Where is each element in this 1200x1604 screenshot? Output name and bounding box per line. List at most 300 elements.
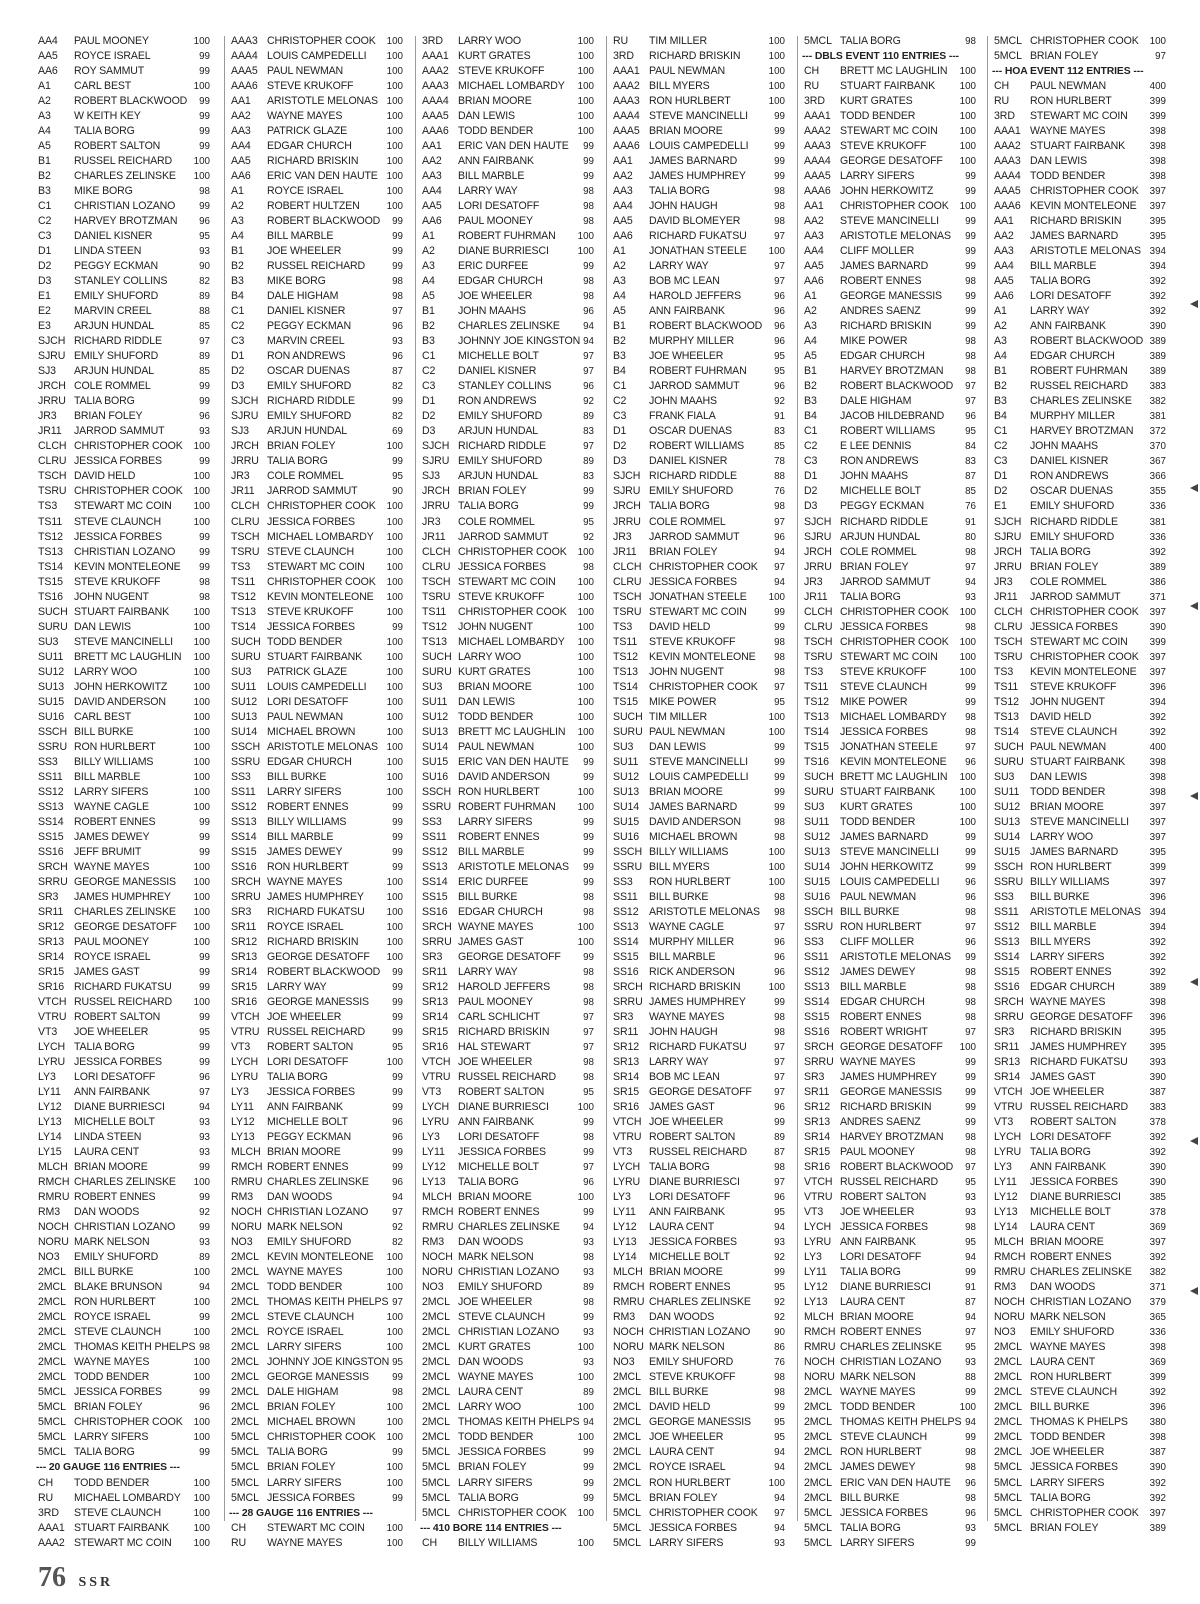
shooter-name: STEWART MC COIN: [74, 1536, 172, 1549]
score: 100: [386, 201, 403, 213]
shooter-name: STEVE KRUKOFF: [840, 665, 927, 678]
shooter-name: ROBERT WILLIAMS: [840, 425, 936, 438]
score: 100: [193, 1507, 210, 1519]
class-code: JRCH: [994, 545, 1022, 558]
class-code: NORU: [422, 1266, 453, 1279]
score: 88: [774, 471, 785, 483]
result-row: [229, 1130, 415, 1145]
result-row: [420, 665, 606, 680]
shooter-name: BRETT MC LAUGHLIN: [74, 650, 182, 663]
shooter-name: JARROD SAMMUT: [649, 530, 740, 543]
result-row: [229, 1415, 415, 1430]
shooter-name: STEVE MANCINELLI: [1030, 815, 1129, 828]
score: 93: [965, 1192, 976, 1204]
shooter-name: THOMAS K PHELPS: [1030, 1416, 1128, 1429]
result-row: [611, 1460, 797, 1475]
score: 95: [392, 471, 403, 483]
score: 400: [1149, 81, 1166, 93]
result-row: [420, 1340, 606, 1355]
score: 100: [193, 771, 210, 783]
result-row: [611, 1355, 797, 1370]
class-code: B1: [422, 305, 435, 318]
result-row: [420, 1235, 606, 1250]
score: 96: [583, 1177, 594, 1189]
score: 100: [193, 636, 210, 648]
result-row: [992, 199, 1178, 214]
result-row: [802, 1355, 988, 1370]
class-code: 2MCL: [231, 1326, 259, 1339]
class-code: SU3: [422, 680, 443, 693]
result-row: [36, 740, 222, 755]
result-row: [229, 484, 415, 499]
score: 100: [193, 1537, 210, 1549]
score: 100: [386, 561, 403, 573]
class-code: AA5: [804, 260, 824, 273]
score: 100: [193, 1267, 210, 1279]
class-code: JR11: [994, 590, 1018, 603]
score: 100: [768, 66, 785, 78]
shooter-name: TALIA BORG: [840, 35, 901, 47]
class-code: A4: [613, 290, 626, 303]
shooter-name: EDGAR CHURCH: [458, 905, 543, 918]
shooter-name: WAYNE MAYES: [267, 1536, 343, 1549]
shooter-name: CHRISTOPHER COOK: [840, 635, 949, 648]
class-code: JRCH: [804, 545, 832, 558]
result-row: [992, 394, 1178, 409]
result-row: [420, 394, 606, 409]
shooter-name: STEWART MC COIN: [1030, 635, 1128, 648]
score: 397: [1149, 651, 1166, 663]
shooter-name: DAVID ANDERSON: [649, 815, 741, 828]
score: 90: [199, 261, 210, 273]
shooter-name: DAN WOODS: [1030, 1281, 1096, 1294]
shooter-name: RON HURLBERT: [840, 920, 922, 933]
score: 100: [386, 126, 403, 138]
score: 99: [774, 621, 785, 633]
class-code: 2MCL: [422, 1356, 450, 1369]
score: 99: [583, 156, 594, 168]
shooter-name: CHARLES ZELINSKE: [74, 170, 176, 183]
shooter-name: BRIAN MOORE: [458, 95, 532, 108]
score: 100: [577, 741, 594, 753]
shooter-name: STEWART MC COIN: [1030, 110, 1128, 123]
score: 98: [965, 351, 976, 363]
shooter-name: MICHELLE BOLT: [840, 485, 921, 498]
score: 98: [774, 201, 785, 213]
shooter-name: STEWART MC COIN: [74, 500, 172, 513]
result-row: [36, 785, 222, 800]
score: 99: [583, 831, 594, 843]
class-code: TS16: [38, 590, 63, 603]
result-row: [802, 830, 988, 845]
class-code: AA5: [38, 50, 58, 63]
result-row: [611, 79, 797, 94]
score: 91: [965, 516, 976, 528]
result-row: [36, 1370, 222, 1385]
class-code: TSCH: [231, 530, 260, 543]
score: 100: [386, 591, 403, 603]
class-code: B3: [38, 185, 51, 198]
score: 96: [965, 1477, 976, 1489]
score: 100: [768, 861, 785, 873]
shooter-name: RICHARD BRISKIN: [458, 1026, 550, 1039]
class-code: 2MCL: [613, 1431, 641, 1444]
result-row: [420, 1265, 606, 1280]
result-row: [229, 229, 415, 244]
result-row: [420, 1250, 606, 1265]
shooter-name: LAURA CENT: [840, 1296, 906, 1309]
score: 99: [392, 997, 403, 1008]
score: 99: [583, 1477, 594, 1489]
result-row: [611, 830, 797, 845]
result-row: [229, 1265, 415, 1280]
result-row: [420, 454, 606, 469]
score: 394: [1149, 261, 1166, 273]
result-row: [229, 1250, 415, 1265]
result-row: [611, 1385, 797, 1400]
shooter-name: MICHAEL BROWN: [267, 725, 356, 738]
event-header: [420, 1521, 606, 1536]
score: 392: [1149, 1492, 1166, 1504]
shooter-name: STANLEY COLLINS: [74, 275, 168, 288]
shooter-name: KURT GRATES: [458, 50, 531, 63]
result-row: [802, 154, 988, 169]
shooter-name: BILL MARBLE: [840, 980, 907, 993]
shooter-name: DAVID BLOMEYER: [649, 215, 741, 228]
score: 100: [193, 921, 210, 933]
class-code: AAA2: [422, 65, 449, 78]
score: 379: [1149, 1297, 1166, 1309]
shooter-name: JARROD SAMMUT: [1030, 590, 1121, 603]
result-row: [420, 1025, 606, 1040]
shooter-name: BILLY WILLIAMS: [74, 755, 154, 768]
result-row: [611, 439, 797, 454]
shooter-name: DIANE BURRIESCI: [840, 1281, 931, 1294]
shooter-name: W KEITH KEY: [74, 110, 141, 123]
shooter-name: BILL MARBLE: [267, 230, 334, 243]
class-code: CLRU: [804, 620, 833, 633]
result-row: [611, 650, 797, 665]
score: 396: [1149, 681, 1166, 693]
shooter-name: DAVID HELD: [74, 470, 136, 483]
shooter-name: HARVEY BROTZMAN: [1030, 425, 1134, 438]
class-code: C3: [422, 380, 436, 393]
result-row: [611, 1070, 797, 1085]
score: 100: [193, 516, 210, 528]
score: 100: [193, 741, 210, 753]
result-row: [229, 94, 415, 109]
shooter-name: ROBERT ENNES: [840, 1326, 922, 1339]
shooter-name: COLE ROMMEL: [267, 470, 344, 483]
score: 98: [583, 997, 594, 1008]
shooter-name: CHARLES ZELINSKE: [840, 1341, 942, 1354]
shooter-name: RICHARD FUKATSU: [649, 1041, 747, 1054]
result-row: [36, 875, 222, 890]
class-code: SJCH: [613, 470, 641, 483]
shooter-name: HAL STEWART: [458, 1041, 531, 1054]
score: 100: [193, 786, 210, 798]
class-code: SJRU: [38, 350, 66, 363]
score: 99: [965, 1057, 976, 1069]
result-row: [992, 364, 1178, 379]
shooter-name: RUSSEL REICHARD: [267, 260, 366, 273]
result-row: [992, 289, 1178, 304]
shooter-name: STEVE CLAUNCH: [74, 515, 161, 528]
score: 397: [1149, 186, 1166, 198]
class-code: A4: [994, 350, 1007, 363]
class-code: MLCH: [994, 1236, 1024, 1249]
score: 100: [768, 96, 785, 108]
shooter-name: EMILY SHUFORD: [649, 1356, 734, 1369]
shooter-name: RICHARD BRISKIN: [1030, 1026, 1122, 1039]
shooter-name: LARRY WOO: [1030, 830, 1094, 843]
score: 93: [583, 1357, 594, 1369]
shooter-name: GEORGE MANESSIS: [267, 996, 369, 1008]
class-code: SS11: [231, 785, 256, 798]
shooter-name: JESSICA FORBES: [649, 1236, 737, 1249]
shooter-name: TALIA BORG: [840, 590, 901, 603]
shooter-name: COLE ROMMEL: [74, 380, 151, 393]
class-code: B4: [994, 410, 1007, 423]
shooter-name: RICHARD RIDDLE: [458, 440, 546, 453]
class-code: A2: [994, 320, 1007, 333]
shooter-name: JARROD SAMMUT: [649, 380, 740, 393]
score: 100: [577, 51, 594, 63]
score: 389: [1149, 336, 1166, 348]
result-row: [802, 1295, 988, 1310]
shooter-name: LOUIS CAMPEDELLI: [649, 770, 749, 783]
class-code: 2MCL: [613, 1401, 641, 1414]
class-code: A1: [804, 290, 817, 303]
result-row: [992, 560, 1178, 575]
shooter-name: ANN FAIRBANK: [1030, 1161, 1106, 1174]
shooter-name: BILL BURKE: [649, 890, 709, 903]
score: 99: [392, 966, 403, 978]
score: 99: [199, 1387, 210, 1399]
shooter-name: STEVE KRUKOFF: [1030, 680, 1117, 693]
class-code: SU11: [994, 785, 1020, 798]
shooter-name: JESSICA FORBES: [267, 1086, 355, 1099]
score: 85: [774, 441, 785, 453]
shooter-name: LORI DESATOFF: [1030, 1131, 1112, 1144]
class-code: RU: [804, 80, 820, 93]
class-code: B3: [994, 395, 1007, 408]
result-row: [229, 349, 415, 364]
result-row: [229, 109, 415, 124]
shooter-name: LARRY SIFERS: [74, 1431, 149, 1444]
score: 94: [583, 336, 594, 348]
result-row: [36, 499, 222, 514]
score: 93: [199, 1117, 210, 1129]
class-code: SS11: [994, 905, 1019, 918]
shooter-name: DAN WOODS: [649, 1311, 715, 1324]
class-code: SJRU: [613, 485, 641, 498]
class-code: SJRU: [804, 530, 832, 543]
score: 100: [959, 771, 976, 783]
result-row: [420, 1430, 606, 1445]
score: 99: [392, 816, 403, 828]
result-row: [420, 319, 606, 334]
score: 98: [583, 291, 594, 303]
result-row: [36, 289, 222, 304]
shooter-name: TALIA BORG: [649, 1161, 710, 1174]
class-code: SSCH: [422, 785, 452, 798]
result-row: [229, 995, 415, 1010]
result-row: [420, 64, 606, 79]
shooter-name: DANIEL KISNER: [74, 230, 153, 243]
shooter-name: LAURA CENT: [1030, 1356, 1096, 1369]
result-row: [611, 530, 797, 545]
result-row: [229, 64, 415, 79]
shooter-name: JAMES BARNARD: [840, 260, 929, 273]
result-row: [802, 304, 988, 319]
class-code: C1: [613, 380, 627, 393]
score: 100: [386, 786, 403, 798]
shooter-name: JOHN MAAHS: [840, 470, 908, 483]
score: 97: [965, 1327, 976, 1339]
class-code: TS3: [38, 500, 58, 513]
score: 99: [583, 1462, 594, 1474]
class-code: A2: [613, 260, 626, 273]
score: 98: [774, 1372, 785, 1384]
result-row: [611, 94, 797, 109]
shooter-name: LORI DESATOFF: [74, 1071, 156, 1084]
score: 395: [1149, 231, 1166, 243]
shooter-name: JESSICA FORBES: [1030, 1176, 1118, 1189]
class-code: C2: [994, 440, 1008, 453]
class-code: SS13: [422, 860, 448, 873]
shooter-name: DAN WOODS: [458, 1236, 524, 1249]
class-code: JRCH: [38, 380, 66, 393]
result-row: [611, 770, 797, 785]
score: 100: [386, 936, 403, 948]
score: 100: [386, 441, 403, 453]
result-row: [611, 1491, 797, 1506]
class-code: 5MCL: [38, 1446, 66, 1459]
class-code: SU16: [804, 890, 831, 903]
result-row: [229, 1205, 415, 1220]
page-number: 76: [38, 1562, 66, 1593]
shooter-name: GEORGE DESATOFF: [649, 1086, 752, 1099]
result-row: [802, 184, 988, 199]
shooter-name: CHRISTIAN LOZANO: [74, 545, 176, 558]
class-code: A1: [231, 185, 244, 198]
class-code: A1: [994, 305, 1007, 318]
result-row: [611, 620, 797, 635]
score: 100: [577, 1537, 594, 1549]
score: 100: [193, 756, 210, 768]
shooter-name: CHRISTOPHER COOK: [458, 605, 567, 618]
result-row: [992, 1235, 1178, 1250]
score: 97: [774, 1177, 785, 1189]
class-code: AAA3: [804, 140, 831, 153]
score: 371: [1149, 591, 1166, 603]
class-code: TS15: [38, 575, 63, 588]
class-code: 5MCL: [231, 1491, 259, 1504]
class-code: MLCH: [38, 1161, 68, 1174]
shooter-name: PAUL NEWMAN: [1030, 80, 1107, 93]
result-row: [802, 560, 988, 575]
score: 389: [1149, 366, 1166, 378]
shooter-name: BILL BURKE: [840, 905, 900, 918]
shooter-name: ROYCE ISRAEL: [267, 185, 344, 198]
shooter-name: ARISTOTLE MELONAS: [1030, 245, 1141, 258]
class-code: 2MCL: [422, 1296, 450, 1309]
publication-name: SSR: [78, 1575, 114, 1590]
event-header: [36, 1460, 222, 1475]
score: 100: [386, 1432, 403, 1444]
result-row: [992, 845, 1178, 860]
shooter-name: ROBERT SALTON: [458, 1086, 545, 1099]
result-row: [229, 1280, 415, 1295]
result-row: [802, 394, 988, 409]
result-row: [611, 905, 797, 920]
class-code: NORU: [994, 1311, 1025, 1324]
shooter-name: DANIEL KISNER: [267, 305, 346, 318]
shooter-name: TODD BENDER: [1030, 1431, 1106, 1444]
shooter-name: BOB MC LEAN: [649, 275, 720, 288]
shooter-name: BILLY WILLIAMS: [649, 845, 729, 858]
result-row: [611, 1265, 797, 1280]
score: 82: [392, 381, 403, 393]
class-code: LY15: [38, 1146, 62, 1159]
shooter-name: JAMES GAST: [458, 935, 524, 948]
class-code: SR14: [38, 950, 65, 963]
score: 99: [392, 1102, 403, 1114]
shooter-name: RICHARD BRISKIN: [840, 1101, 932, 1114]
shooter-name: ROBERT FUHRMAN: [458, 800, 556, 813]
score: 99: [199, 1192, 210, 1204]
result-row: [229, 1070, 415, 1085]
result-row: [611, 1040, 797, 1055]
shooter-name: JOHN HERKOWITZ: [840, 185, 934, 198]
score: 95: [583, 1087, 594, 1099]
class-code: VTRU: [804, 1191, 833, 1204]
class-code: SU12: [613, 770, 640, 783]
result-row: [992, 815, 1178, 830]
result-row: [229, 590, 415, 605]
result-row: [36, 214, 222, 229]
score: 392: [1149, 966, 1166, 978]
result-row: [229, 1025, 415, 1040]
shooter-name: BRIAN FOLEY: [458, 485, 527, 498]
class-code: SR15: [613, 1086, 640, 1099]
class-code: RMCH: [422, 1206, 454, 1219]
class-code: LYRU: [613, 1176, 641, 1189]
result-row: [420, 1400, 606, 1415]
shooter-name: JONATHAN STEELE: [649, 245, 747, 258]
score: 100: [768, 981, 785, 993]
result-row: [992, 875, 1178, 890]
result-row: [802, 1070, 988, 1085]
event-header-text: --- 20 GAUGE 116 ENTRIES ---: [36, 1462, 180, 1474]
shooter-name: WAYNE MAYES: [74, 1356, 150, 1369]
score: 100: [768, 846, 785, 858]
class-code: LY13: [422, 1176, 446, 1189]
class-code: SU3: [804, 800, 825, 813]
result-row: [992, 1385, 1178, 1400]
class-code: TSCH: [38, 470, 67, 483]
score: 100: [386, 711, 403, 723]
shooter-name: JESSICA FORBES: [74, 1386, 162, 1399]
shooter-name: DIANE BURRIESCI: [458, 245, 549, 258]
score: 99: [583, 1207, 594, 1219]
score: 84: [965, 441, 976, 453]
shooter-name: JESSICA FORBES: [840, 1506, 928, 1519]
score: 96: [583, 306, 594, 318]
score: 99: [965, 681, 976, 693]
class-code: SR13: [422, 996, 449, 1008]
